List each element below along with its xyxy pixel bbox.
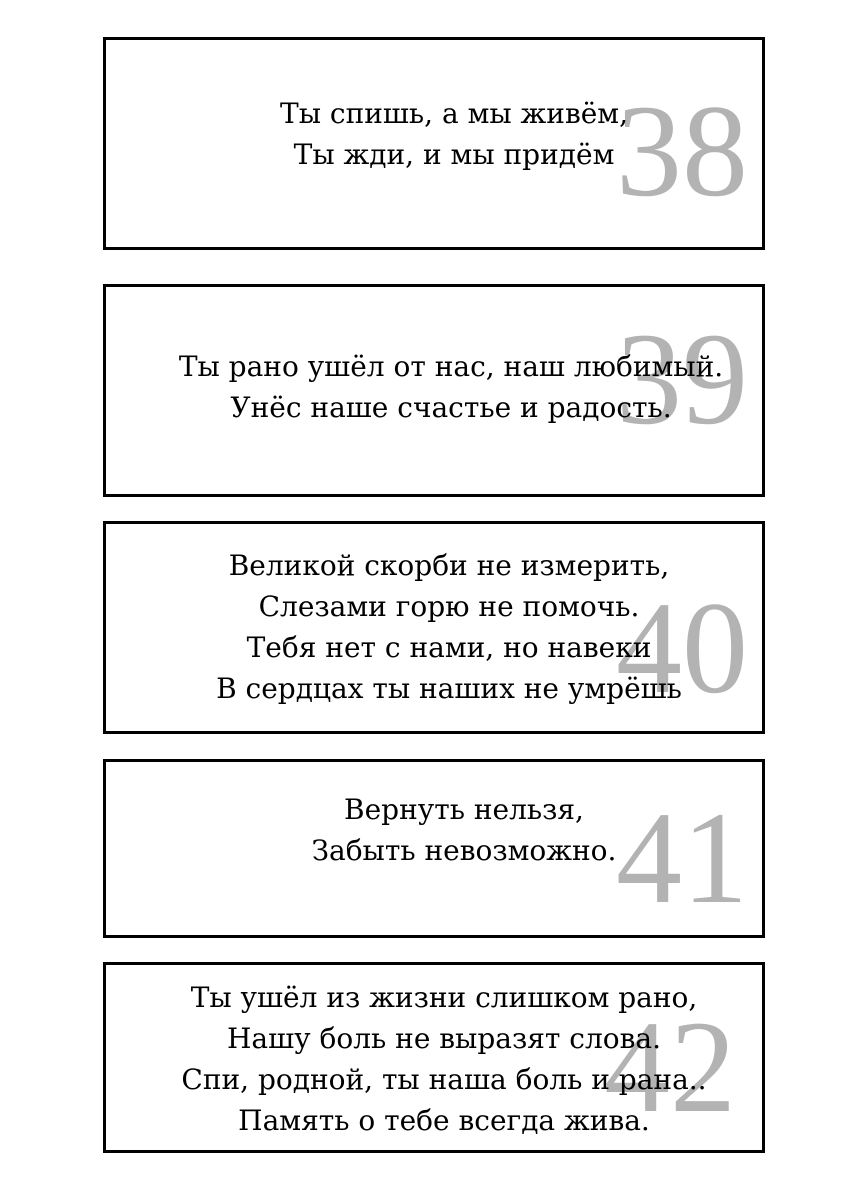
verse-line: Тебя нет с нами, но навеки [246,631,652,664]
card-number: 42 [604,993,736,1140]
verse-text [106,789,762,871]
verse-line: Нашу боль не выразят слова. [227,1022,661,1055]
verse-line: Ты жди, и мы придём [293,138,615,171]
epitaph-card-41 [103,759,765,938]
verse-text [106,346,762,428]
verse-text [106,977,762,1141]
verse-line: Великой скорби не измерить, [228,549,670,582]
verse-line: Спи, родной, ты наша боль и рана.. [181,1063,707,1096]
verse-line: Унёс наше счастье и радость. [230,391,672,424]
verse-line: Слезами горю не помочь. [258,590,640,623]
verse-line: Ты ушёл из жизни слишком рано, [190,981,698,1014]
verse-line: В сердцах ты наших не умрёшь [216,672,682,705]
verse-line: Память о тебе всегда жива. [238,1104,650,1137]
epitaph-card-40 [103,521,765,734]
epitaph-card-38 [103,37,765,250]
verse-text [106,93,762,175]
card-number: 41 [616,784,748,931]
verse-text [106,545,762,709]
verse-line: Ты рано ушёл от нас, наш любимый. [178,350,724,383]
epitaph-card-39 [103,284,765,497]
card-number: 40 [616,574,748,721]
verse-line: Вернуть нельзя, [344,793,584,826]
epitaph-card-42 [103,962,765,1153]
verse-line: Забыть невозможно. [311,834,617,867]
verse-line: Ты спишь, а мы живём, [280,97,628,130]
card-number: 38 [616,77,748,224]
card-number: 39 [616,305,748,452]
